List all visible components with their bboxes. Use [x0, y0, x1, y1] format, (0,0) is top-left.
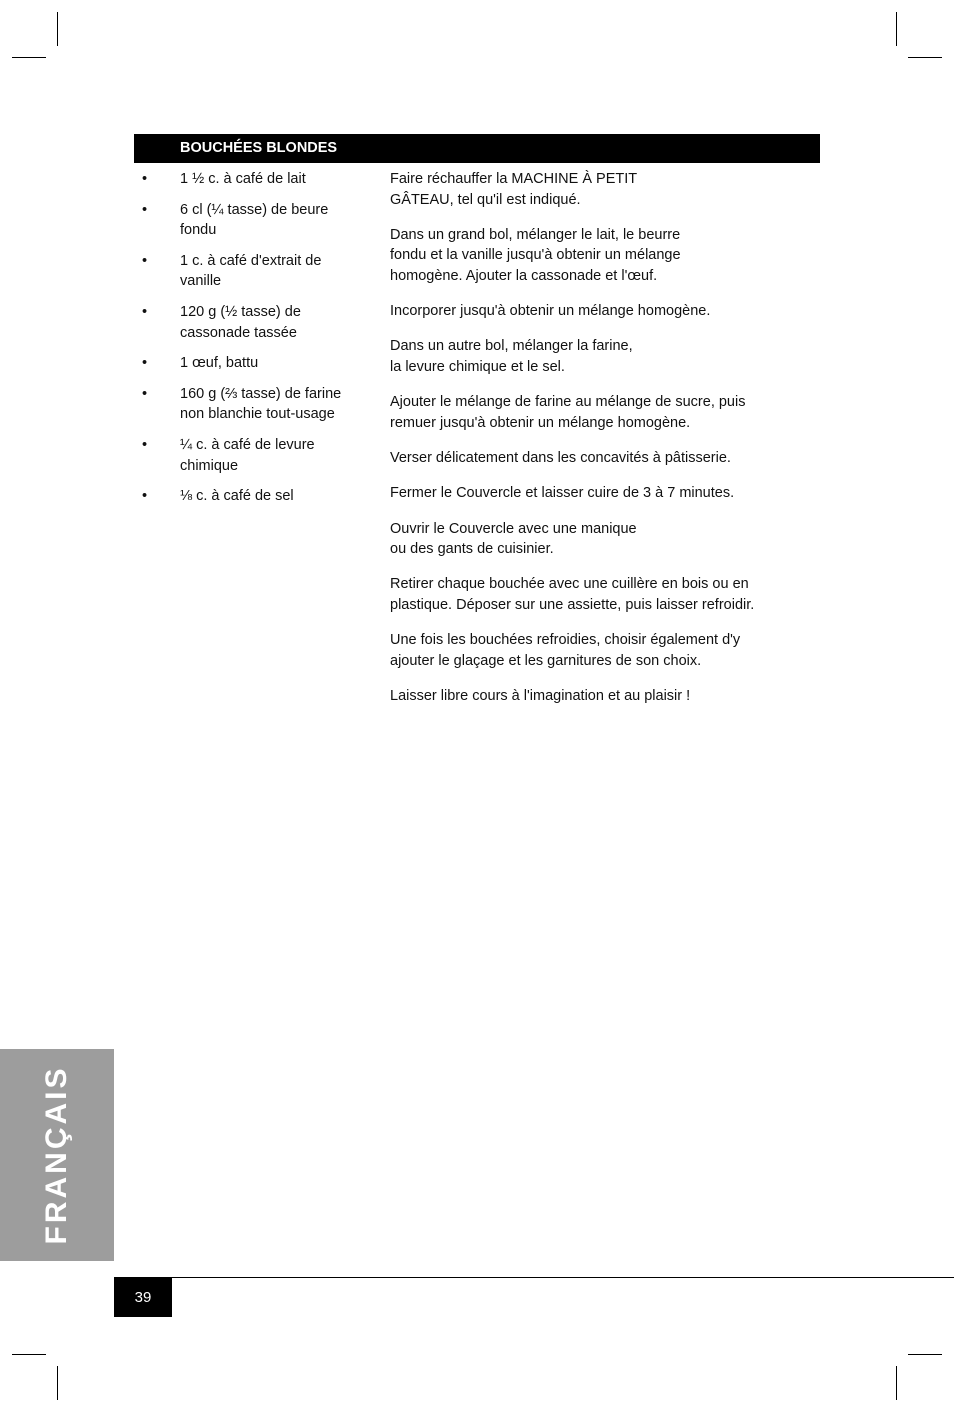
instruction-steps: [390, 169, 800, 721]
instruction-step: Incorporer jusqu'à obtenir un mélange homogène.: [390, 303, 711, 320]
ingredient-text: 1 c. à café d'extrait de vanille: [180, 252, 322, 290]
crop-mark: [908, 57, 942, 58]
crop-mark: [896, 1366, 897, 1400]
crop-mark: [12, 57, 46, 58]
ingredient-text: 1 ½ c. à café de lait: [180, 171, 306, 187]
instruction-step: Dans un grand bol, mélanger le lait, le beurre fondu et la vanille jusqu'à obtenir un mélange homogène. Ajouter la cassonade et l'œuf.: [390, 226, 681, 284]
ingredient-text: 6 cl (¼ tasse) de beure fondu: [180, 201, 329, 239]
footer-rule: [114, 1277, 954, 1278]
instruction-step: Faire réchauffer la MACHINE À PETIT GÂTEAU, tel qu'il est indiqué.: [390, 171, 638, 208]
ingredient-list: [134, 169, 344, 517]
instruction-step: Retirer chaque bouchée avec une cuillère en bois ou en plastique. Déposer sur une assiette, puis laisser refroidir.: [390, 576, 755, 613]
ingredient-text: 160 g (⅔ tasse) de farine non blanchie tout-usage: [180, 385, 342, 423]
recipe-title-bar: [134, 134, 820, 163]
bullet: •: [142, 488, 148, 505]
bullet: •: [142, 201, 148, 218]
instruction-step: Dans un autre bol, mélanger la farine, la levure chimique et le sel.: [390, 338, 633, 375]
instruction-step: Ouvrir le Couvercle avec une manique ou des gants de cuisinier.: [390, 520, 637, 558]
language-label: FRANÇAIS: [40, 1065, 73, 1245]
instruction-step: Ajouter le mélange de farine au mélange de sucre, puis remuer jusqu'à obtenir un mélange homogène.: [390, 394, 746, 431]
bullet: •: [142, 437, 148, 454]
ingredient-item: [134, 169, 344, 190]
ingredient-text: ¼ c. à café de levure chimique: [180, 437, 315, 474]
ingredient-text: ⅛ c. à café de sel: [180, 488, 294, 505]
ingredient-item: [134, 384, 344, 425]
instruction-step: Une fois les bouchées refroidies, choisir également d'y ajouter le glaçage et les garnitures de son choix.: [390, 632, 741, 669]
ingredient-item: [134, 302, 344, 343]
ingredient-item: [134, 435, 344, 476]
bullet: •: [142, 385, 148, 402]
bullet: •: [142, 252, 148, 269]
instruction-step: Verser délicatement dans les concavités à pâtisserie.: [390, 449, 731, 466]
instruction-step: Laisser libre cours à l'imagination et au plaisir !: [390, 687, 691, 704]
crop-mark: [908, 1354, 942, 1355]
ingredient-item: [134, 353, 344, 374]
crop-mark: [57, 1366, 58, 1400]
language-tab: [0, 1049, 114, 1261]
crop-mark: [12, 1354, 46, 1355]
ingredient-text: 120 g (½ tasse) de cassonade tassée: [180, 304, 301, 341]
recipe-title: BOUCHÉES BLONDES: [180, 140, 338, 156]
crop-mark: [57, 12, 58, 46]
bullet: •: [142, 171, 148, 187]
instruction-step: Fermer le Couvercle et laisser cuire de 3 à 7 minutes.: [390, 485, 735, 502]
bullet: •: [142, 355, 148, 372]
ingredient-item: [134, 486, 344, 507]
ingredient-text: 1 œuf, battu: [180, 355, 259, 372]
ingredient-item: [134, 251, 344, 292]
crop-mark: [896, 12, 897, 46]
bullet: •: [142, 304, 148, 321]
ingredient-item: [134, 200, 344, 241]
page-number: 39: [114, 1278, 172, 1317]
